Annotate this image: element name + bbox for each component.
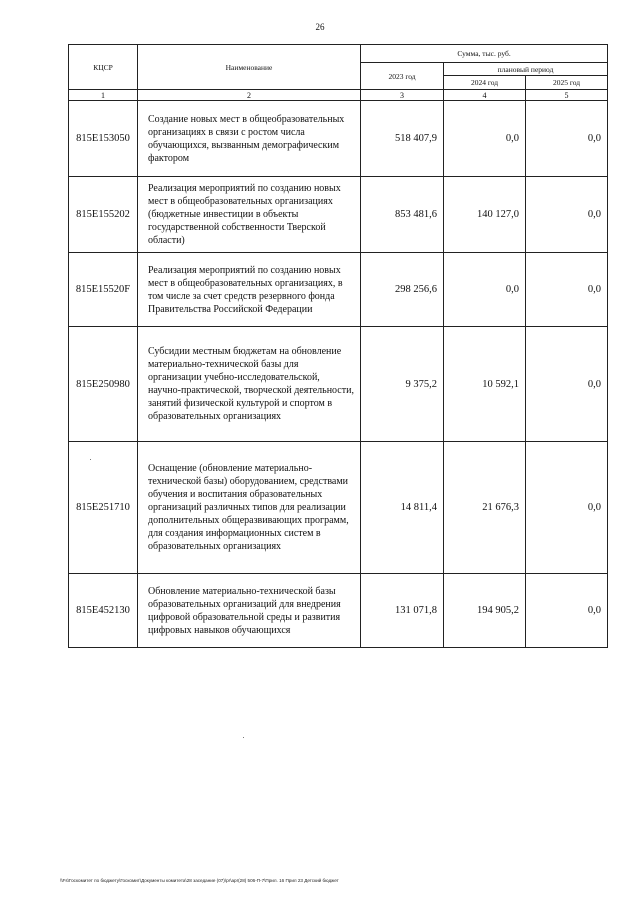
row-value-2023: 518 407,9 [361, 101, 444, 177]
file-path-footer: \\Fs\Госкомитет по бюджету\Госкомит\Документы комитета\28 заседание (07)\pr\apr(28) 506-П-7\Прил. 16 Прил 23 Детский бюджет [60, 878, 339, 883]
header-2024: 2024 год [444, 76, 526, 90]
row-name: Субсидии местным бюджетам на обновление материально-технической базы для организации учебно-исследовательской, научно-практической, творческой деятельности, занятий физической культурой и спортом в образовательных организациях [138, 327, 361, 442]
row-value-2024: 140 127,0 [444, 177, 526, 253]
row-name: Оснащение (обновление материально-технической базы) оборудованием, средствами обучения и воспитания образовательных организаций различных типов для реализации дополнительных общеразвивающих программ, для создания информационных систем в образовательных организациях [138, 442, 361, 574]
header-kcsr: КЦСР [69, 45, 138, 90]
table-row [69, 177, 608, 253]
row-name: Обновление материально-технической базы образовательных организаций для внедрения цифровой образовательной среды и развития цифровых навыков обучающихся [138, 574, 361, 648]
scan-speck [243, 737, 244, 738]
table-row [69, 253, 608, 327]
row-value-2024: 21 676,3 [444, 442, 526, 574]
budget-table [68, 44, 608, 648]
column-number: 2 [138, 90, 361, 101]
row-value-2025: 0,0 [526, 442, 608, 574]
row-value-2024: 0,0 [444, 101, 526, 177]
column-number: 4 [444, 90, 526, 101]
row-value-2025: 0,0 [526, 253, 608, 327]
row-value-2025: 0,0 [526, 574, 608, 648]
header-2023: 2023 год [361, 63, 444, 90]
row-value-2023: 9 375,2 [361, 327, 444, 442]
row-value-2025: 0,0 [526, 101, 608, 177]
row-value-2023: 853 481,6 [361, 177, 444, 253]
table-row [69, 574, 608, 648]
column-number: 5 [526, 90, 608, 101]
row-value-2023: 14 811,4 [361, 442, 444, 574]
row-code: 815E251710 [69, 442, 138, 574]
row-code: 815E153050 [69, 101, 138, 177]
header-planned-period: плановый период [444, 63, 608, 76]
column-number: 1 [69, 90, 138, 101]
row-code: 815E15520F [69, 253, 138, 327]
row-value-2025: 0,0 [526, 327, 608, 442]
scan-speck [90, 459, 91, 460]
row-code: 815E452130 [69, 574, 138, 648]
row-value-2024: 10 592,1 [444, 327, 526, 442]
header-2025: 2025 год [526, 76, 608, 90]
row-name: Создание новых мест в общеобразовательных организациях в связи с ростом числа обучающихся, вызванным демографическим фактором [138, 101, 361, 177]
column-number: 3 [361, 90, 444, 101]
header-sum: Сумма, тыс. руб. [361, 45, 608, 63]
table-row [69, 327, 608, 442]
row-value-2023: 131 071,8 [361, 574, 444, 648]
row-value-2025: 0,0 [526, 177, 608, 253]
row-code: 815E250980 [69, 327, 138, 442]
row-value-2024: 0,0 [444, 253, 526, 327]
table-row [69, 442, 608, 574]
row-value-2024: 194 905,2 [444, 574, 526, 648]
row-value-2023: 298 256,6 [361, 253, 444, 327]
row-name: Реализация мероприятий по созданию новых мест в общеобразовательных организациях (бюджетные инвестиции в объекты государственной собственности Тверской области) [138, 177, 361, 253]
row-code: 815E155202 [69, 177, 138, 253]
row-name: Реализация мероприятий по созданию новых мест в общеобразовательных организациях, в том числе за счет средств резервного фонда Правительства Российской Федерации [138, 253, 361, 327]
header-name: Наименование [138, 45, 361, 90]
page-number: 26 [315, 22, 325, 32]
table-row [69, 101, 608, 177]
